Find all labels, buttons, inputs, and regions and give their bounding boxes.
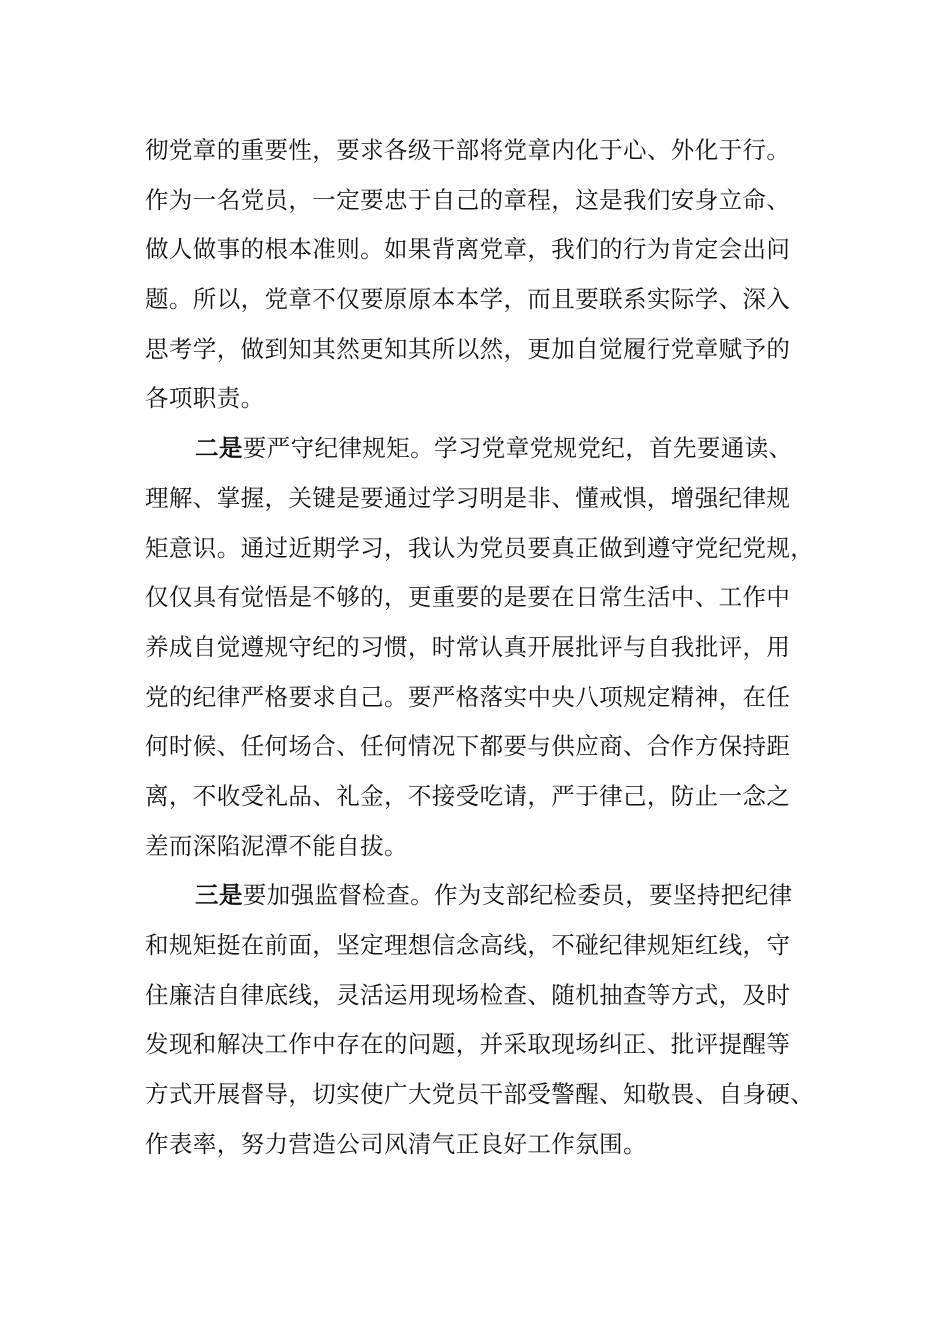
body-text xyxy=(145,126,835,1169)
text-line xyxy=(145,971,835,1021)
line-text: 差而深陷泥潭不能自拔。 xyxy=(145,831,408,860)
line-text: 何时候、任何场合、任何情况下都要与供应商、合作方保持距 xyxy=(145,732,791,761)
text-line xyxy=(145,1120,835,1170)
line-text: 住廉洁自律底线，灵活运用现场检查、随机抽查等方式，及时 xyxy=(145,980,791,1009)
text-line xyxy=(145,623,835,673)
line-text: 党的纪律严格要求自己。要严格落实中央八项规定精神，在任 xyxy=(145,682,791,711)
text-line xyxy=(145,822,835,872)
text-line xyxy=(145,573,835,623)
text-line xyxy=(145,524,835,574)
line-text: 思考学，做到知其然更知其所以然，更加自觉履行党章赋予的 xyxy=(145,334,791,363)
text-line xyxy=(145,225,835,275)
text-line xyxy=(145,772,835,822)
line-text: 题。所以，党章不仅要原原本本学，而且要联系实际学、深入 xyxy=(145,285,791,314)
text-line xyxy=(145,374,835,424)
text-line xyxy=(145,871,835,921)
line-text: 离，不收受礼品、礼金，不接受吃请，严于律己，防止一念之 xyxy=(145,781,791,810)
line-text: 方式开展督导，切实使广大党员干部受警醒、知敬畏、自身硬、 xyxy=(145,1080,815,1109)
text-line xyxy=(145,275,835,325)
text-line xyxy=(145,325,835,375)
line-text: 和规矩挺在前面，坚定理想信念高线，不碰纪律规矩红线，守 xyxy=(145,931,791,959)
text-line xyxy=(145,474,835,524)
line-text: 彻党章的重要性，要求各级干部将党章内化于心、外化于行。 xyxy=(145,136,791,164)
line-text: 要加强监督检查。作为支部纪检委员，要坚持把纪律 xyxy=(242,881,793,910)
text-line xyxy=(145,921,835,971)
line-text: 发现和解决工作中存在的问题，并采取现场纠正、批评提醒等 xyxy=(145,1030,791,1059)
line-text: 仅仅具有觉悟是不够的，更重要的是要在日常生活中、工作中 xyxy=(145,583,791,612)
text-line xyxy=(145,424,835,474)
paragraph-lead: 二是 xyxy=(195,434,243,463)
text-line xyxy=(145,1070,835,1120)
text-line xyxy=(145,722,835,772)
line-text: 各项职责。 xyxy=(145,384,265,413)
line-text: 养成自觉遵规守纪的习惯，时常认真开展批评与自我批评，用 xyxy=(145,632,791,661)
paragraph-lead: 三是 xyxy=(195,881,243,910)
text-line xyxy=(145,126,835,176)
line-text: 矩意识。通过近期学习，我认为党员要真正做到遵守党纪党规， xyxy=(145,533,815,562)
text-line xyxy=(145,673,835,723)
line-text: 作表率，努力营造公司风清气正良好工作氛围。 xyxy=(145,1129,647,1158)
text-line xyxy=(145,176,835,226)
line-text: 理解、掌握，关键是要通过学习明是非、懂戒惧，增强纪律规 xyxy=(145,483,791,512)
line-text: 做人做事的根本准则。如果背离党章，我们的行为肯定会出问 xyxy=(145,235,791,264)
line-text: 要严守纪律规矩。学习党章党规党纪，首先要通读、 xyxy=(242,434,793,463)
text-line xyxy=(145,1020,835,1070)
line-text: 作为一名党员，一定要忠于自己的章程，这是我们安身立命、 xyxy=(145,185,791,214)
